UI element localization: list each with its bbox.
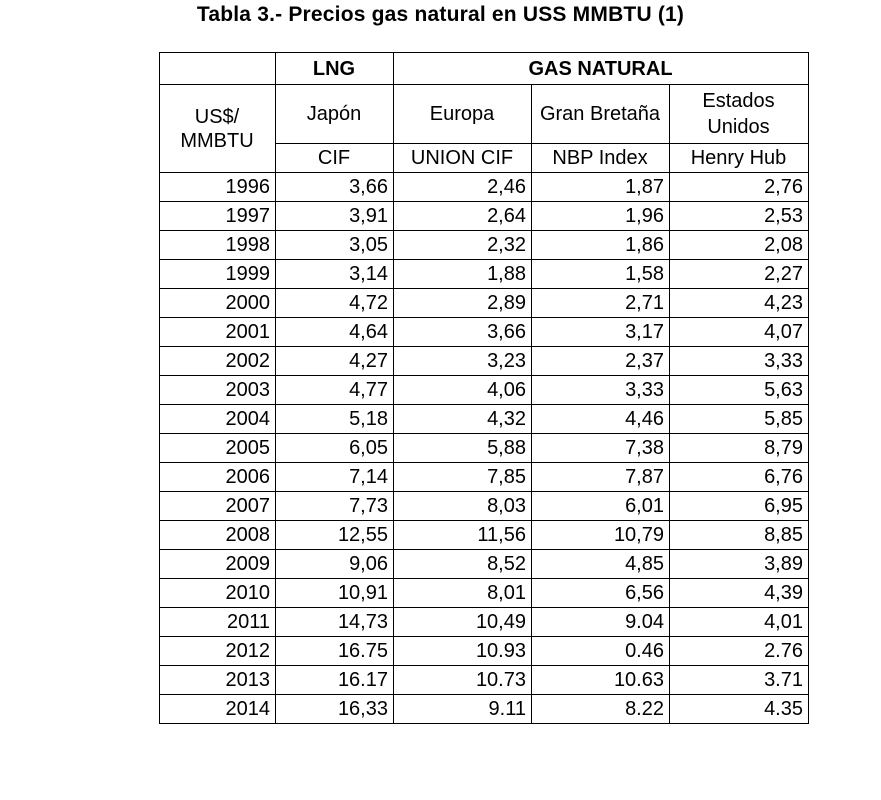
table-row (160, 347, 809, 376)
cell-year: 2001 (160, 318, 276, 347)
table-row (160, 173, 809, 202)
cell-gran-bretana-nbp: 1,58 (532, 260, 670, 289)
table-row (160, 260, 809, 289)
cell-year: 2009 (160, 550, 276, 579)
region-header-europa: Europa (394, 85, 532, 144)
measure-header-nbp-index: NBP Index (532, 144, 670, 173)
cell-europa-union-cif: 3,23 (394, 347, 532, 376)
cell-year: 2000 (160, 289, 276, 318)
cell-europa-union-cif: 9.11 (394, 695, 532, 724)
cell-gran-bretana-nbp: 10,79 (532, 521, 670, 550)
cell-japon-cif: 7,73 (276, 492, 394, 521)
cell-year: 2008 (160, 521, 276, 550)
cell-estados-unidos-henry-hub: 4,07 (670, 318, 809, 347)
cell-japon-cif: 16.17 (276, 666, 394, 695)
cell-japon-cif: 7,14 (276, 463, 394, 492)
table-row (160, 695, 809, 724)
table-row (160, 579, 809, 608)
gas-prices-table (159, 52, 809, 724)
group-header-lng: LNG (276, 53, 394, 85)
cell-year: 2013 (160, 666, 276, 695)
cell-year: 2003 (160, 376, 276, 405)
cell-gran-bretana-nbp: 7,87 (532, 463, 670, 492)
region-header-japon: Japón (276, 85, 394, 144)
measure-header-henry-hub: Henry Hub (670, 144, 809, 173)
measure-header-union-cif: UNION CIF (394, 144, 532, 173)
table-row (160, 463, 809, 492)
cell-estados-unidos-henry-hub: 8,79 (670, 434, 809, 463)
cell-japon-cif: 4,77 (276, 376, 394, 405)
table-row (160, 666, 809, 695)
cell-japon-cif: 6,05 (276, 434, 394, 463)
table-row (160, 434, 809, 463)
cell-europa-union-cif: 2,46 (394, 173, 532, 202)
cell-japon-cif: 3,91 (276, 202, 394, 231)
cell-estados-unidos-henry-hub: 3,89 (670, 550, 809, 579)
cell-japon-cif: 3,66 (276, 173, 394, 202)
cell-estados-unidos-henry-hub: 3,33 (670, 347, 809, 376)
cell-europa-union-cif: 4,06 (394, 376, 532, 405)
cell-gran-bretana-nbp: 3,33 (532, 376, 670, 405)
cell-year: 2011 (160, 608, 276, 637)
cell-estados-unidos-henry-hub: 4.35 (670, 695, 809, 724)
cell-japon-cif: 16,33 (276, 695, 394, 724)
cell-gran-bretana-nbp: 1,87 (532, 173, 670, 202)
cell-estados-unidos-henry-hub: 5,63 (670, 376, 809, 405)
cell-estados-unidos-henry-hub: 4,23 (670, 289, 809, 318)
cell-europa-union-cif: 2,64 (394, 202, 532, 231)
cell-japon-cif: 3,14 (276, 260, 394, 289)
cell-japon-cif: 4,64 (276, 318, 394, 347)
cell-estados-unidos-henry-hub: 2.76 (670, 637, 809, 666)
cell-japon-cif: 3,05 (276, 231, 394, 260)
cell-europa-union-cif: 8,52 (394, 550, 532, 579)
cell-estados-unidos-henry-hub: 2,08 (670, 231, 809, 260)
region-header-estados-unidos: Estados Unidos (670, 85, 809, 144)
table-row (160, 521, 809, 550)
cell-year: 2010 (160, 579, 276, 608)
cell-japon-cif: 16.75 (276, 637, 394, 666)
cell-europa-union-cif: 8,01 (394, 579, 532, 608)
cell-europa-union-cif: 5,88 (394, 434, 532, 463)
table-title: Tabla 3.- Precios gas natural en USS MMBTU (1) (196, 3, 685, 26)
table-row (160, 608, 809, 637)
cell-estados-unidos-henry-hub: 4,01 (670, 608, 809, 637)
unit-label-cell: US$/ MMBTU (160, 85, 276, 173)
cell-gran-bretana-nbp: 9.04 (532, 608, 670, 637)
table-row (160, 492, 809, 521)
cell-gran-bretana-nbp: 1,96 (532, 202, 670, 231)
cell-gran-bretana-nbp: 2,71 (532, 289, 670, 318)
cell-estados-unidos-henry-hub: 2,76 (670, 173, 809, 202)
table-body (160, 53, 809, 724)
group-header-gas-natural: GAS NATURAL (394, 53, 809, 85)
cell-year: 2006 (160, 463, 276, 492)
region-header-gran-bretana: Gran Bretaña (532, 85, 670, 144)
cell-japon-cif: 9,06 (276, 550, 394, 579)
cell-japon-cif: 14,73 (276, 608, 394, 637)
cell-year: 1997 (160, 202, 276, 231)
cell-year: 2007 (160, 492, 276, 521)
table-row (160, 405, 809, 434)
cell-estados-unidos-henry-hub: 2,53 (670, 202, 809, 231)
cell-gran-bretana-nbp: 6,01 (532, 492, 670, 521)
cell-estados-unidos-henry-hub: 5,85 (670, 405, 809, 434)
cell-year: 1996 (160, 173, 276, 202)
cell-year: 1999 (160, 260, 276, 289)
cell-estados-unidos-henry-hub: 8,85 (670, 521, 809, 550)
cell-gran-bretana-nbp: 4,46 (532, 405, 670, 434)
cell-year: 1998 (160, 231, 276, 260)
cell-estados-unidos-henry-hub: 6,95 (670, 492, 809, 521)
cell-europa-union-cif: 8,03 (394, 492, 532, 521)
cell-year: 2004 (160, 405, 276, 434)
cell-estados-unidos-henry-hub: 4,39 (670, 579, 809, 608)
table-row (160, 376, 809, 405)
cell-gran-bretana-nbp: 8.22 (532, 695, 670, 724)
cell-gran-bretana-nbp: 0.46 (532, 637, 670, 666)
table-row (160, 202, 809, 231)
cell-gran-bretana-nbp: 1,86 (532, 231, 670, 260)
cell-gran-bretana-nbp: 10.63 (532, 666, 670, 695)
table-row (160, 289, 809, 318)
table-row (160, 318, 809, 347)
cell-europa-union-cif: 2,32 (394, 231, 532, 260)
cell-japon-cif: 10,91 (276, 579, 394, 608)
cell-estados-unidos-henry-hub: 6,76 (670, 463, 809, 492)
region-header-row (160, 85, 809, 144)
cell-estados-unidos-henry-hub: 3.71 (670, 666, 809, 695)
measure-header-cif: CIF (276, 144, 394, 173)
cell-europa-union-cif: 2,89 (394, 289, 532, 318)
cell-europa-union-cif: 7,85 (394, 463, 532, 492)
cell-year: 2005 (160, 434, 276, 463)
cell-gran-bretana-nbp: 4,85 (532, 550, 670, 579)
group-header-row (160, 53, 809, 85)
table-row (160, 637, 809, 666)
cell-gran-bretana-nbp: 7,38 (532, 434, 670, 463)
cell-gran-bretana-nbp: 6,56 (532, 579, 670, 608)
cell-europa-union-cif: 10.73 (394, 666, 532, 695)
cell-japon-cif: 12,55 (276, 521, 394, 550)
cell-year: 2014 (160, 695, 276, 724)
table-row (160, 231, 809, 260)
cell-year: 2002 (160, 347, 276, 376)
cell-europa-union-cif: 10,49 (394, 608, 532, 637)
cell-europa-union-cif: 3,66 (394, 318, 532, 347)
cell-europa-union-cif: 1,88 (394, 260, 532, 289)
cell-japon-cif: 5,18 (276, 405, 394, 434)
cell-gran-bretana-nbp: 3,17 (532, 318, 670, 347)
table-row (160, 550, 809, 579)
cell-gran-bretana-nbp: 2,37 (532, 347, 670, 376)
cell-europa-union-cif: 4,32 (394, 405, 532, 434)
cell-year: 2012 (160, 637, 276, 666)
cell-japon-cif: 4,72 (276, 289, 394, 318)
cell-europa-union-cif: 10.93 (394, 637, 532, 666)
corner-cell (160, 53, 276, 85)
cell-europa-union-cif: 11,56 (394, 521, 532, 550)
cell-estados-unidos-henry-hub: 2,27 (670, 260, 809, 289)
cell-japon-cif: 4,27 (276, 347, 394, 376)
